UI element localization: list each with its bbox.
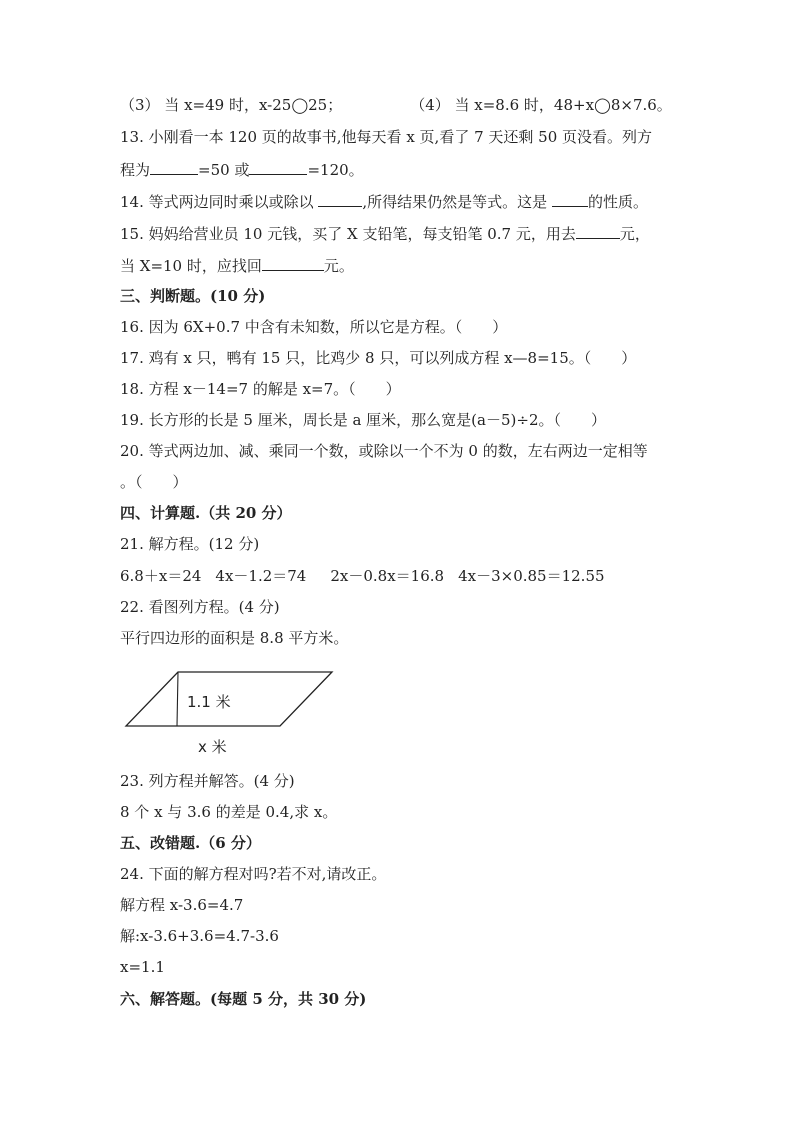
equation: 6.8＋x＝24 <box>120 567 202 585</box>
answer-blank[interactable] <box>249 159 307 175</box>
question-24-line3: x=1.1 <box>120 958 165 976</box>
equation: 2x－0.8x＝16.8 <box>330 567 445 585</box>
question-20-line1: 20. 等式两边加、减、乘同一个数，或除以一个不为 0 的数，左右两边一定相等 <box>120 442 648 460</box>
question-12-parts <box>120 95 672 115</box>
section-6-heading: 六、解答题。(每题 5 分，共 30 分) <box>120 990 367 1008</box>
question-23-description: 8 个 x 与 3.6 的差是 0.4,求 x。 <box>120 803 338 821</box>
question-22-title: 22. 看图列方程。(4 分) <box>120 598 280 616</box>
question-21-equations <box>120 566 605 586</box>
question-14: 14. 等式两边同时乘以或除以 ,所得结果仍然是等式。这是 的性质。 <box>120 193 648 211</box>
answer-blank[interactable] <box>150 159 198 175</box>
answer-blank[interactable] <box>552 191 588 207</box>
question-23-title: 23. 列方程并解答。(4 分) <box>120 772 295 790</box>
section-4-heading: 四、计算题.（共 20 分） <box>120 504 292 522</box>
equation: 4x－1.2＝74 <box>215 567 307 585</box>
question-13-line2: 程为 =50 或 =120。 <box>120 161 364 179</box>
question-18: 18. 方程 x－14=7 的解是 x=7。（ ） <box>120 380 401 398</box>
q12-part4: （4） 当 x=8.6 时，48+x◯8×7.6。 <box>410 96 672 114</box>
equation: 4x－3×0.85＝12.55 <box>458 567 605 585</box>
answer-blank[interactable] <box>262 255 324 271</box>
question-16: 16. 因为 6X+0.7 中含有未知数，所以它是方程。（ ） <box>120 318 508 336</box>
answer-blank[interactable] <box>318 191 362 207</box>
question-15-line2: 当 X=10 时，应找回 元。 <box>120 257 354 275</box>
section-3-heading: 三、判断题。(10 分) <box>120 287 266 305</box>
question-17: 17. 鸡有 x 只，鸭有 15 只，比鸡少 8 只，可以列成方程 x—8=15。（ ） <box>120 349 637 367</box>
answer-blank[interactable] <box>576 223 620 239</box>
question-24-title: 24. 下面的解方程对吗?若不对,请改正。 <box>120 865 387 883</box>
section-5-heading: 五、改错题.（6 分） <box>120 834 261 852</box>
question-20-line2: 。（ ） <box>120 473 188 491</box>
question-13-line1: 13. 小刚看一本 120 页的故事书,他每天看 x 页,看了 7 天还剩 50 页没看。列方 <box>120 128 653 146</box>
question-24-line1: 解方程 x-3.6=4.7 <box>120 896 244 914</box>
base-label: x 米 <box>198 738 227 756</box>
parallelogram-figure <box>120 665 340 760</box>
question-19: 19. 长方形的长是 5 厘米，周长是 a 厘米，那么宽是(a－5)÷2。（ ） <box>120 411 606 429</box>
height-label: 1.1 米 <box>187 693 231 711</box>
question-24-line2: 解:x-3.6+3.6=4.7-3.6 <box>120 927 279 945</box>
question-22-description: 平行四边形的面积是 8.8 平方米。 <box>120 629 349 647</box>
question-21-title: 21. 解方程。(12 分) <box>120 535 260 553</box>
q12-part3: （3） 当 x=49 时，x-25◯25； <box>120 96 343 114</box>
question-15-line1: 15. 妈妈给营业员 10 元钱，买了 X 支铅笔，每支铅笔 0.7 元，用去 元， <box>120 225 650 243</box>
